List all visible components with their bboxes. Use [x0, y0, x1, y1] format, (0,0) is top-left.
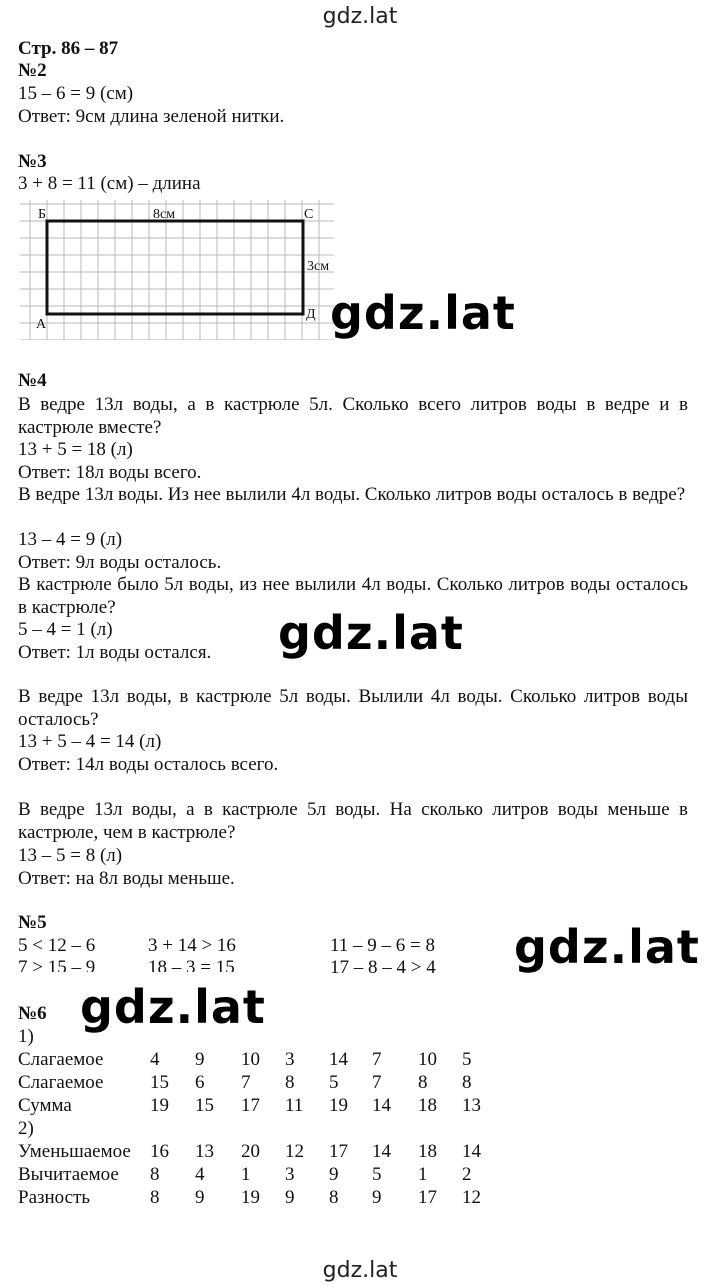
- table-cell: 9: [372, 1187, 382, 1208]
- table-cell: 5: [329, 1072, 339, 1093]
- table-cell: 8: [150, 1187, 160, 1208]
- row-label: Слагаемое: [18, 1049, 104, 1070]
- table-cell: 15: [150, 1072, 169, 1093]
- table-cell: 16: [150, 1141, 169, 1162]
- task-4-number: №4: [18, 370, 47, 391]
- watermark-top: gdz.lat: [322, 4, 398, 29]
- page-header: Стр. 86 – 87: [18, 38, 119, 59]
- task-4-equation-1: 13 + 5 = 18 (л): [18, 439, 133, 460]
- watermark-overlay: gdz.lat: [80, 980, 266, 1034]
- vertex-d: Д: [306, 307, 316, 322]
- table-cell: 13: [195, 1141, 214, 1162]
- row-label: Уменьшаемое: [18, 1141, 131, 1162]
- table-cell: 7: [372, 1049, 382, 1070]
- vertex-b: Б: [38, 207, 47, 222]
- vertex-c: С: [304, 207, 314, 222]
- row-label: Слагаемое: [18, 1072, 104, 1093]
- side-top-label: 8см: [153, 207, 176, 222]
- table-cell: 8: [285, 1072, 295, 1093]
- table-cell: 5: [462, 1049, 472, 1070]
- table-cell: 11: [285, 1095, 304, 1116]
- task-2-number: №2: [18, 60, 47, 81]
- table-cell: 9: [285, 1187, 295, 1208]
- vertex-a: А: [36, 317, 47, 332]
- table-cell: 4: [150, 1049, 160, 1070]
- watermark-overlay: gdz.lat: [330, 286, 516, 340]
- table-cell: 19: [329, 1095, 348, 1116]
- task-4-equation-4: 13 + 5 – 4 = 14 (л): [18, 731, 162, 752]
- task-5-expression: 18 – 3 = 15: [148, 957, 235, 972]
- table-cell: 14: [329, 1049, 348, 1070]
- table-cell: 3: [285, 1049, 295, 1070]
- task-5-expression: 3 + 14 > 16: [148, 935, 236, 956]
- task-3-number: №3: [18, 151, 47, 172]
- task-5-number: №5: [18, 912, 47, 933]
- table-cell: 7: [241, 1072, 251, 1093]
- table-cell: 18: [418, 1141, 437, 1162]
- table-cell: 6: [195, 1072, 205, 1093]
- table-cell: 12: [462, 1187, 481, 1208]
- task-2-equation: 15 – 6 = 9 (см): [18, 83, 134, 104]
- table-cell: 17: [418, 1187, 437, 1208]
- table-cell: 14: [372, 1141, 391, 1162]
- rectangle-figure: [20, 200, 340, 340]
- table-cell: 4: [195, 1164, 205, 1185]
- table-cell: 5: [372, 1164, 382, 1185]
- task-4-problem-3: В кастрюле было 5л воды, из нее вылили 4л воды. Сколько литров воды осталось в кастрюле?: [18, 574, 688, 618]
- task-5-expression: 5 < 12 – 6: [18, 935, 96, 956]
- table-cell: 1: [418, 1164, 428, 1185]
- table-cell: 8: [462, 1072, 472, 1093]
- watermark-bottom: gdz.lat: [322, 1258, 398, 1283]
- table-cell: 1: [241, 1164, 251, 1185]
- table-cell: 2: [462, 1164, 472, 1185]
- table-cell: 13: [462, 1095, 481, 1116]
- row-label: Разность: [18, 1187, 91, 1208]
- task-5-expression: 7 > 15 – 9: [18, 957, 96, 972]
- watermark-overlay: gdz.lat: [278, 606, 464, 660]
- table-cell: 3: [285, 1164, 295, 1185]
- table-cell: 15: [195, 1095, 214, 1116]
- watermark-overlay: gdz.lat: [514, 920, 700, 974]
- side-right-label: 3см: [307, 259, 330, 274]
- table-cell: 14: [372, 1095, 391, 1116]
- task-4-answer-1: Ответ: 18л воды всего.: [18, 462, 202, 483]
- table-cell: 12: [285, 1141, 304, 1162]
- task-6-number: №6: [18, 1003, 47, 1024]
- task-4-problem-4: В ведре 13л воды, в кастрюле 5л воды. Вылили 4л воды. Сколько литров воды осталось?: [18, 686, 688, 730]
- task-4-equation-5: 13 – 5 = 8 (л): [18, 845, 123, 866]
- table-cell: 19: [241, 1187, 260, 1208]
- table-cell: 7: [372, 1072, 382, 1093]
- table-cell: 8: [150, 1164, 160, 1185]
- table-cell: 8: [418, 1072, 428, 1093]
- task-4-problem-2: В ведре 13л воды. Из нее вылили 4л воды. Сколько литров воды осталось в ведре?: [18, 484, 686, 505]
- row-label: Вычитаемое: [18, 1164, 119, 1185]
- row-label: Сумма: [18, 1095, 72, 1116]
- task-2-answer: Ответ: 9см длина зеленой нитки.: [18, 106, 285, 127]
- task-4-answer-5: Ответ: на 8л воды меньше.: [18, 868, 235, 889]
- task-4-answer-2: Ответ: 9л воды осталось.: [18, 552, 222, 573]
- task-4-equation-2: 13 – 4 = 9 (л): [18, 529, 123, 550]
- table-cell: 17: [241, 1095, 260, 1116]
- table-cell: 9: [195, 1049, 205, 1070]
- table-cell: 19: [150, 1095, 169, 1116]
- table-cell: 9: [329, 1164, 339, 1185]
- task-4-problem-5: В ведре 13л воды, а в кастрюле 5л воды. На сколько литров воды меньше в кастрюле, чем в кастрюле?: [18, 799, 688, 843]
- task-5-expression: 17 – 8 – 4 > 4: [330, 957, 436, 978]
- table-cell: 14: [462, 1141, 481, 1162]
- task-4-equation-3: 5 – 4 = 1 (л): [18, 619, 113, 640]
- table-cell: 20: [241, 1141, 260, 1162]
- table-cell: 17: [329, 1141, 348, 1162]
- task-5-expression: 11 – 9 – 6 = 8: [330, 935, 436, 956]
- task-4-problem-1: В ведре 13л воды, а в кастрюле 5л. Сколько всего литров воды в ведре и в кастрюле вместе?: [18, 394, 688, 438]
- task-3-equation: 3 + 8 = 11 (см) – длина: [18, 173, 201, 194]
- table-cell: 10: [418, 1049, 437, 1070]
- rectangle: [47, 221, 303, 314]
- table-cell: 9: [195, 1187, 205, 1208]
- task-4-answer-3: Ответ: 1л воды остался.: [18, 642, 212, 663]
- task-6-part-1: 1): [18, 1026, 34, 1047]
- task-4-answer-4: Ответ: 14л воды осталось всего.: [18, 754, 279, 775]
- task-6-part-2: 2): [18, 1118, 34, 1139]
- table-cell: 10: [241, 1049, 260, 1070]
- table-cell: 8: [329, 1187, 339, 1208]
- table-cell: 18: [418, 1095, 437, 1116]
